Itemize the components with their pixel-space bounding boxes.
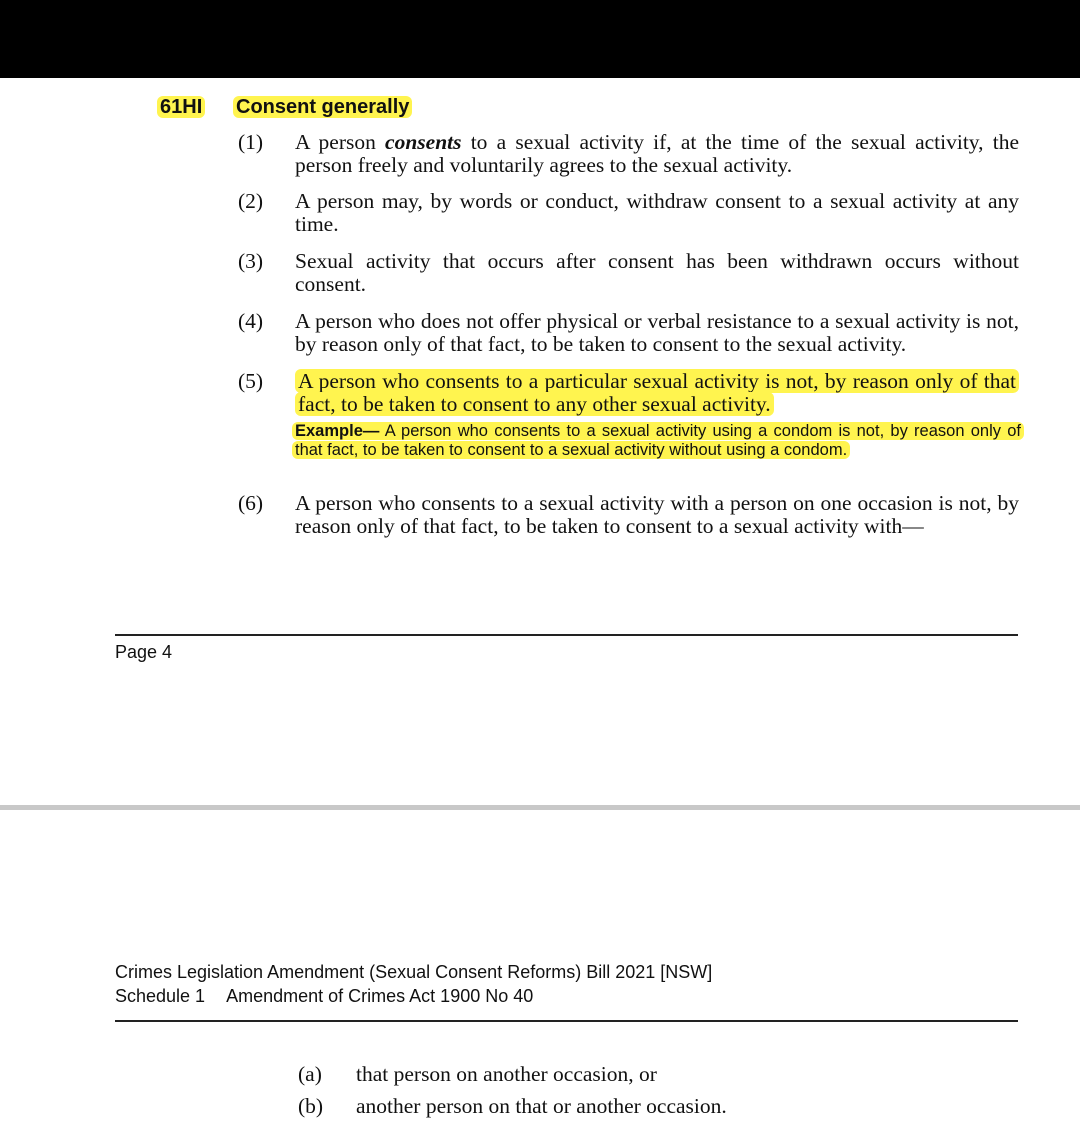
paragraph-number: (2): [238, 189, 264, 213]
subparagraph-text: another person on that or another occasion.: [356, 1094, 727, 1118]
header-rule: [115, 1020, 1018, 1022]
paragraph-number: (3): [238, 249, 264, 273]
schedule-number: Schedule 1: [115, 986, 206, 1006]
example-text: A person who consents to a sexual activity using a condom is not, by reason only of that fact, to be taken to consent to a sexual activity without using a condom.: [295, 422, 1021, 459]
page-divider: [0, 805, 1080, 810]
paragraph-text: A person may, by words or conduct, withdraw consent to a sexual activity at any time.: [295, 189, 1019, 236]
subparagraph-number: (a): [298, 1062, 322, 1086]
paragraph-number: (6): [238, 491, 264, 515]
paragraph-number: (1): [238, 130, 264, 154]
example-label: Example—: [295, 422, 380, 440]
example-note: [292, 422, 1024, 460]
section-title: Consent generally: [233, 93, 412, 121]
footer-rule: [115, 634, 1018, 636]
paragraph-number: (4): [238, 309, 264, 333]
bill-title: Crimes Legislation Amendment (Sexual Consent Reforms) Bill 2021 [NSW]: [115, 962, 713, 982]
paragraph-text: A person consents to a sexual activity if, at the time of the sexual activity, the person freely and voluntarily agrees to the sexual activity.: [295, 130, 1019, 177]
schedule-line: [115, 984, 533, 1008]
top-bar: [0, 0, 1080, 78]
page-number: Page 4: [115, 642, 173, 662]
subparagraph-text: that person on another occasion, or: [356, 1062, 657, 1086]
paragraph-text: A person who consents to a sexual activity with a person on one occasion is not, by reason only of that fact, to be taken to consent to a sexual activity with—: [295, 491, 1019, 538]
paragraph-number: (5): [238, 369, 264, 393]
paragraph-text: [295, 370, 1019, 416]
section-number: 61HI: [157, 93, 205, 121]
defined-term: consents: [385, 130, 462, 154]
highlighted-text: A person who consents to a particular sexual activity is not, by reason only of that fact, to be taken to consent to any other sexual activity.: [295, 369, 1019, 416]
subparagraph-number: (b): [298, 1094, 324, 1118]
paragraph-text: A person who does not offer physical or verbal resistance to a sexual activity is not, by reason only of that fact, to be taken to consent to the sexual activity.: [295, 309, 1019, 356]
paragraph-text: Sexual activity that occurs after consent has been withdrawn occurs without consent.: [295, 249, 1019, 296]
schedule-title: Amendment of Crimes Act 1900 No 40: [226, 986, 534, 1006]
